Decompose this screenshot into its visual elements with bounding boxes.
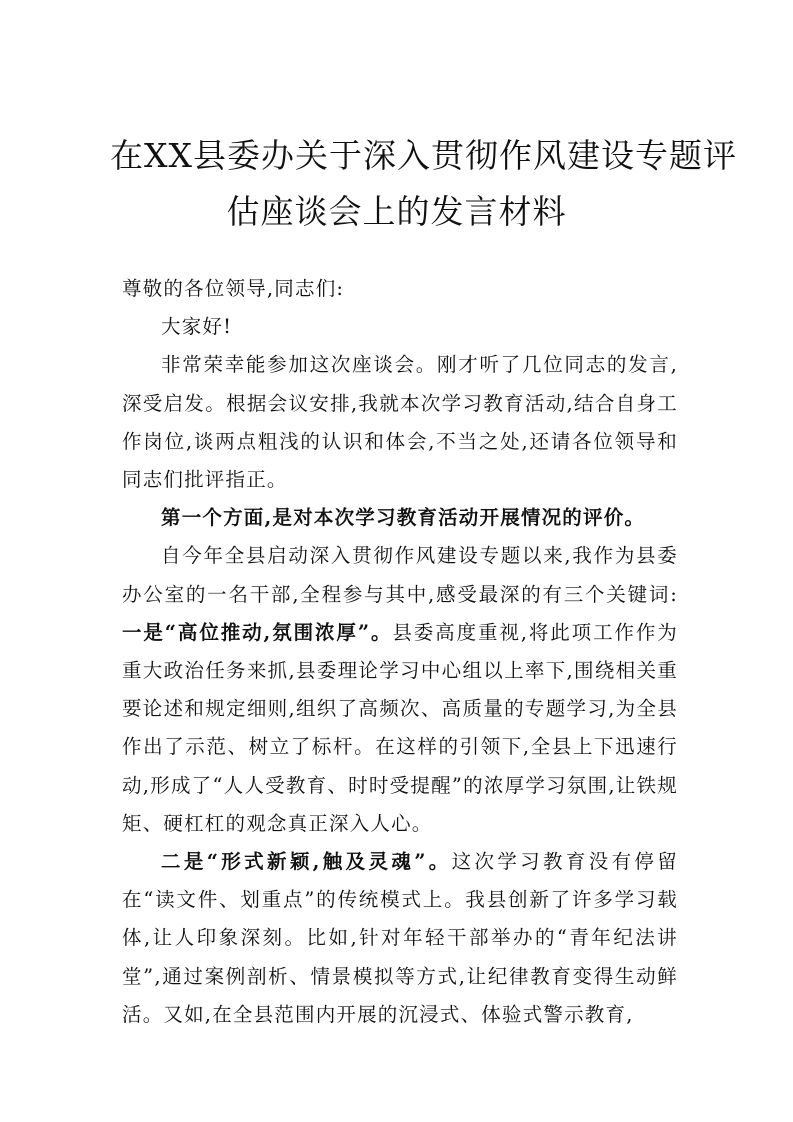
paragraph-1-lead: 自今年全县启动深入贯彻作风建设专题以来,我作为县委办公室的一名干部,全程参与其中,感受最深的有三个关键词: [122, 544, 678, 606]
document-body [122, 270, 678, 1034]
intro-paragraph: 非常荣幸能参加这次座谈会。刚才听了几位同志的发言,深受启发。根据会议安排,我就本次学习教育活动,结合自身工作岗位,谈两点粗浅的认识和体会,不当之处,还请各位领导和同志们批评指正。 [122, 353, 678, 492]
paragraph-2 [122, 843, 678, 1034]
document-title-line-1: 在XX县委办关于深入贯彻作风建设专题评 [110, 136, 737, 175]
paragraph-2-body: 这次学习教育没有停留在“读文件、划重点”的传统模式上。我县创新了许多学习载体,让人印象深刻。比如,针对年轻干部举办的“青年纪法讲堂”,通过案例剖析、情景模拟等方式,让纪律教育变得生动鲜活。又如,在全县范围内开展的沉浸式、体验式警示教育, [122, 850, 678, 1026]
greeting: 大家好! [161, 315, 233, 339]
document-title-line-2: 估座谈会上的发言材料 [226, 192, 567, 231]
salutation: 尊敬的各位领导,同志们: [122, 277, 345, 300]
key-point-2: 二是“形式新颖,触及灵魂”。 [161, 850, 452, 874]
key-point-1: 一是“高位推动,氛围浓厚”。 [122, 620, 393, 644]
section-heading: 第一个方面,是对本次学习教育活动开展情况的评价。 [161, 506, 646, 530]
paragraph-1-body: 县委高度重视,将此项工作作为重大政治任务来抓,县委理论学习中心组以上率下,围绕相关重要论述和规定细则,组织了高频次、高质量的专题学习,为全县作出了示范、树立了标杆。在这样的引领下,全县上下迅速行动,形成了“人人受教育、时时受提醒”的浓厚学习氛围,让铁规矩、硬杠杠的观念真正深入人心。 [122, 620, 678, 835]
paragraph-1 [122, 537, 678, 843]
